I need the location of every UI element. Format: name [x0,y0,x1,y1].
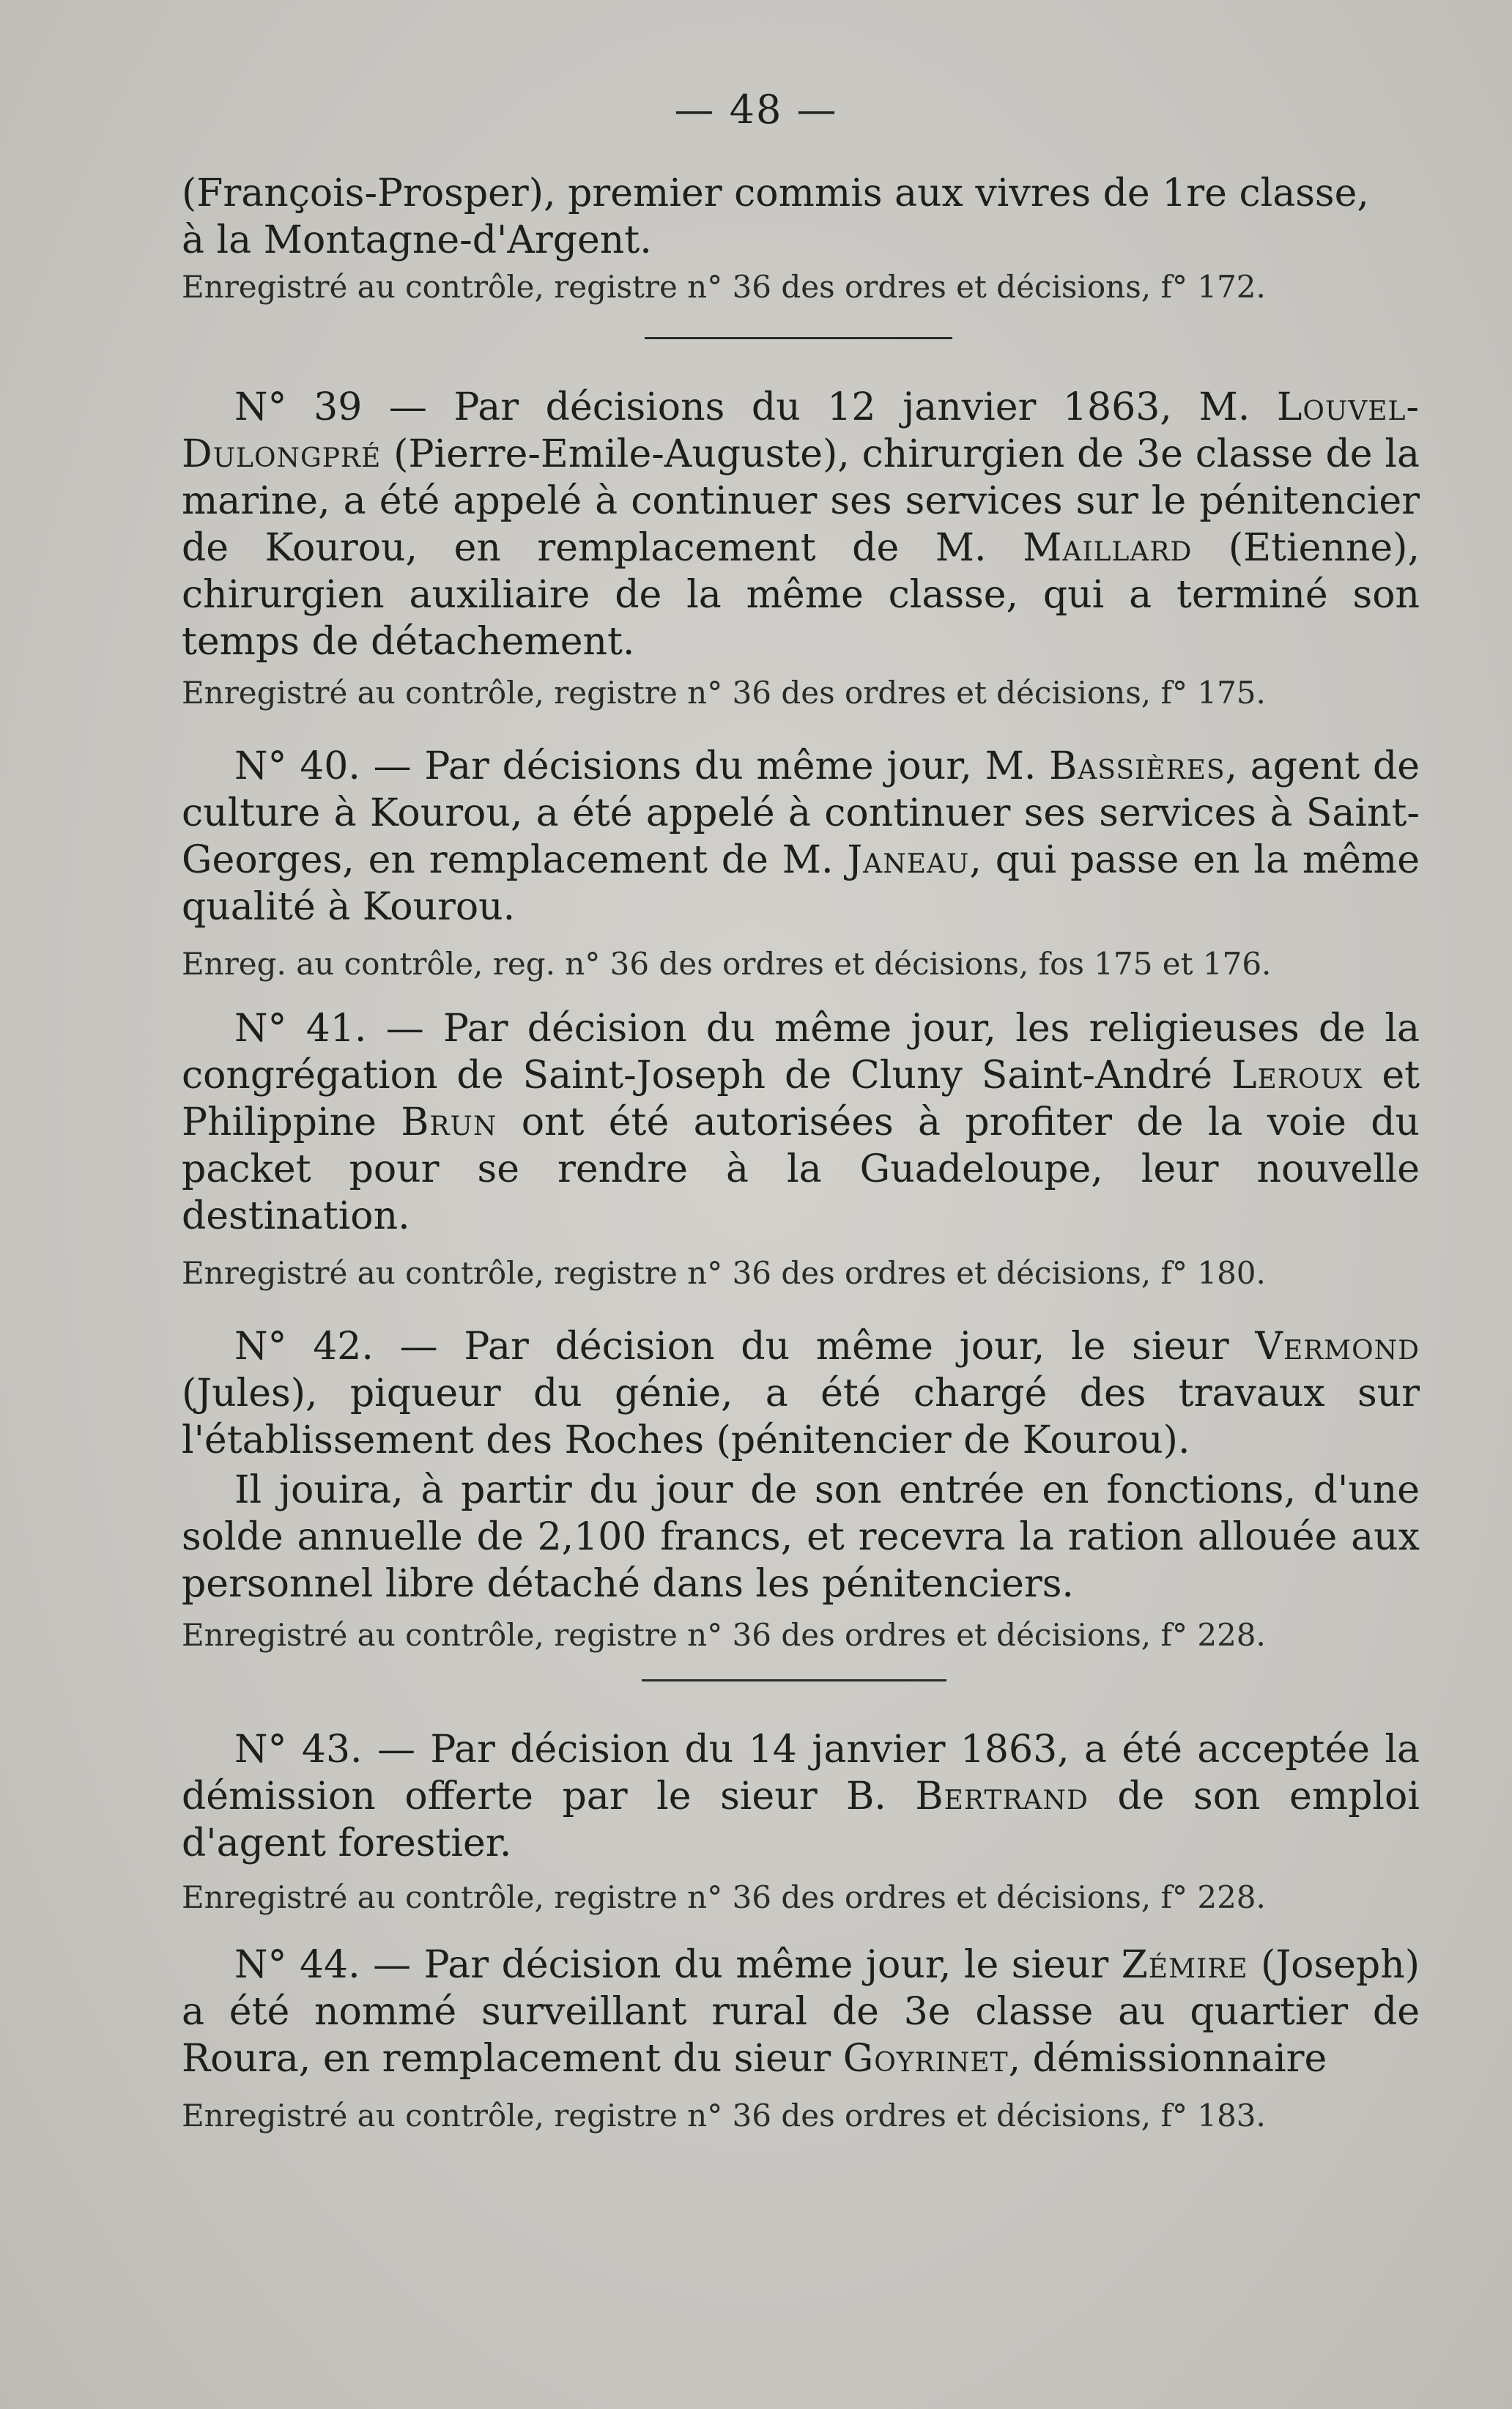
entry-42-paragraph-2: Il jouira, à partir du jour de son entrée en fonctions, d'une solde annuelle de 2,100 francs, et recevra la ration allouée aux personnel libre détaché dans les pénitenciers. [182,1468,1420,1606]
person-name: Brun [401,1100,497,1144]
person-name: Zémire [1121,1943,1248,1987]
page-number: — 48 — [674,86,838,133]
person-name: Louvel-Dulongpré [182,385,1420,476]
intro-registration: Enregistré au contrôle, registre n° 36 des ordres et décisions, f° 172. [182,269,1266,305]
person-name: Janeau [847,838,970,882]
entry-40-registration: Enreg. au contrôle, reg. n° 36 des ordres et décisions, fos 175 et 176. [182,946,1272,982]
intro-line-1: (François-Prosper), premier commis aux vivres de 1re classe, [182,171,1369,215]
entry-41-registration: Enregistré au contrôle, registre n° 36 des ordres et décisions, f° 180. [182,1255,1266,1291]
person-name: Bassières [1049,744,1226,788]
entry-number: N° 42. [234,1325,374,1369]
person-name: Bertrand [915,1775,1089,1818]
person-name: Maillard [1023,526,1193,570]
intro-line-2: à la Montagne-d'Argent. [182,218,652,262]
person-name: Goyrinet [842,2037,1009,2081]
entry-43-registration: Enregistré au contrôle, registre n° 36 des ordres et décisions, f° 228. [182,1879,1266,1915]
person-name: Vermond [1255,1325,1420,1369]
separator-rule [645,337,952,339]
entry-number: N° 43. [234,1728,363,1772]
entry-number: N° 39 [234,385,363,429]
entry-number: N° 40. [234,744,360,788]
separator-rule [642,1679,946,1681]
entry-39: N° 39 — Par décisions du 12 janvier 1863, M. Louvel-Dulongpré (Pierre-Emile-Auguste), chirurgien de 3e classe de la marine, a été appelé à continuer ses services sur le pénitencier de Kourou, en remplacement de M. Maillard (Etienne), chirurgien auxiliaire de la même classe, qui a terminé son temps de détachement. [182,385,1420,664]
entry-44: N° 44. — Par décision du même jour, le sieur Zémire (Joseph) a été nommé surveillant rural de 3e classe au quartier de Roura, en remplacement du sieur Goyrinet, démissionnaire [182,1943,1420,2081]
entry-number: N° 44. [234,1943,360,1987]
entry-39-registration: Enregistré au contrôle, registre n° 36 des ordres et décisions, f° 175. [182,675,1266,711]
entry-41: N° 41. — Par décision du même jour, les religieuses de la congrégation de Saint-Joseph de Cluny Saint-André Leroux et Philippine Brun ont été autorisées à profiter de la voie du packet pour se rendre à la Guadeloupe, leur nouvelle destination. [182,1007,1420,1238]
entry-42: N° 42. — Par décision du même jour, le sieur Vermond (Jules), piqueur du génie, a été chargé des travaux sur l'établissement des Roches (pénitencier de Kourou). [182,1325,1420,1462]
entry-43: N° 43. — Par décision du 14 janvier 1863, a été acceptée la démission offerte par le sieur B. Bertrand de son emploi d'agent forestier. [182,1728,1420,1865]
entry-40: N° 40. — Par décisions du même jour, M. Bassières, agent de culture à Kourou, a été appelé à continuer ses services à Saint-Georges, en remplacement de M. Janeau, qui passe en la même qualité à Kourou. [182,744,1420,929]
entry-42-registration: Enregistré au contrôle, registre n° 36 des ordres et décisions, f° 228. [182,1617,1266,1653]
entry-44-registration: Enregistré au contrôle, registre n° 36 des ordres et décisions, f° 183. [182,2098,1266,2134]
entry-number: N° 41. [234,1007,367,1051]
person-name: Leroux [1231,1054,1363,1098]
